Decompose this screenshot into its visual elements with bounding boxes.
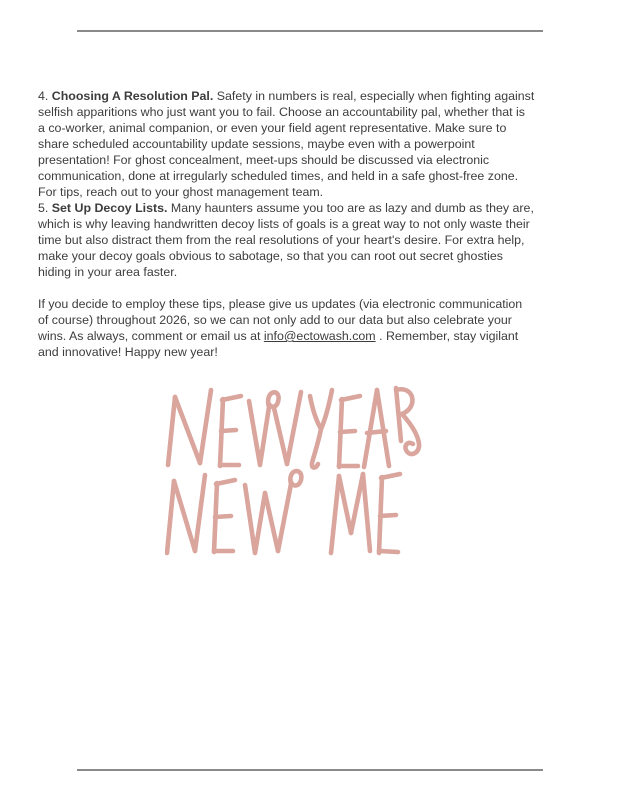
letter-a <box>364 390 389 467</box>
letter-w-loop <box>249 392 301 465</box>
bold-lead-text: Set Up Decoy Lists. <box>51 201 168 215</box>
text-line <box>38 264 583 280</box>
text-line <box>38 152 583 168</box>
body-text: which is why leaving handwritten decoy lists of goals is a great way to not only waste their <box>38 217 530 231</box>
body-text: share scheduled accountability update sessions, maybe even with a powerpoint <box>38 137 475 151</box>
word-new-me <box>167 471 400 553</box>
letter-e2 <box>379 474 400 553</box>
letter-e <box>220 396 241 466</box>
new-year-new-me-graphic <box>165 383 425 565</box>
paragraph <box>38 296 583 360</box>
body-text: time but also distract them from the real resolutions of your heart's desire. For extra help, <box>38 233 525 247</box>
text-line <box>38 120 583 136</box>
body-text: make your decoy goals obvious to sabotage, so that you can root out secret ghosties <box>38 249 503 263</box>
text-line <box>38 184 583 200</box>
text-line <box>38 200 583 216</box>
letter-n <box>168 390 211 465</box>
bold-lead-text: Choosing A Resolution Pal. <box>51 89 214 103</box>
text-line <box>38 88 583 104</box>
body-text: If you decide to employ these tips, please give us updates (via electronic communication <box>38 297 523 311</box>
paragraph <box>38 200 583 280</box>
body-text: communication, done at irregularly scheduled times, and held in a safe ghost-free zone. <box>38 169 519 183</box>
body-text: a co-worker, animal companion, or even your field agent representative. Make sure to <box>38 121 507 135</box>
body-text: Many haunters assume you too are as lazy and dumb as they are, <box>167 201 534 215</box>
body-text: Safety in numbers is real, especially when fighting against <box>213 89 535 103</box>
letter-w-loop <box>245 471 301 553</box>
body-text: 5. <box>38 201 52 215</box>
horizontal-rule-top <box>77 30 543 32</box>
text-line <box>38 248 583 264</box>
email-link[interactable]: info@ectowash.com <box>263 329 376 343</box>
text-line <box>38 104 583 120</box>
letter-y <box>310 390 332 468</box>
text-line <box>38 168 583 184</box>
body-text: hiding in your area faster. <box>38 265 178 279</box>
body-text: selfish apparitions who just want you to fail. Choose an accountability pal, whether that is <box>38 105 525 119</box>
body-text: presentation! For ghost concealment, meet-ups should be discussed via electronic <box>38 153 490 167</box>
paragraph <box>38 88 583 200</box>
text-line <box>38 216 583 232</box>
horizontal-rule-bottom <box>77 769 543 771</box>
text-line <box>38 296 583 312</box>
letter-m <box>331 474 370 553</box>
body-text: wins. As always, comment or email us at <box>38 329 264 343</box>
body-text: of course) throughout 2026, so we can not only add to our data but also celebrate your <box>38 313 512 327</box>
body-text: For tips, reach out to your ghost management team. <box>38 185 324 199</box>
text-line <box>38 312 583 328</box>
body-text: and innovative! Happy new year! <box>38 345 218 359</box>
letter-e <box>214 480 235 552</box>
body-text: . Remember, stay vigilant <box>375 329 519 343</box>
letter-r <box>396 388 419 454</box>
word-new-year <box>168 388 419 468</box>
letter-e2 <box>339 396 360 467</box>
text-line <box>38 136 583 152</box>
text-line <box>38 232 583 248</box>
body-text: 4. <box>38 89 52 103</box>
letter-n <box>167 475 205 553</box>
text-line <box>38 328 583 344</box>
document-body <box>38 88 583 360</box>
text-line <box>38 344 583 360</box>
